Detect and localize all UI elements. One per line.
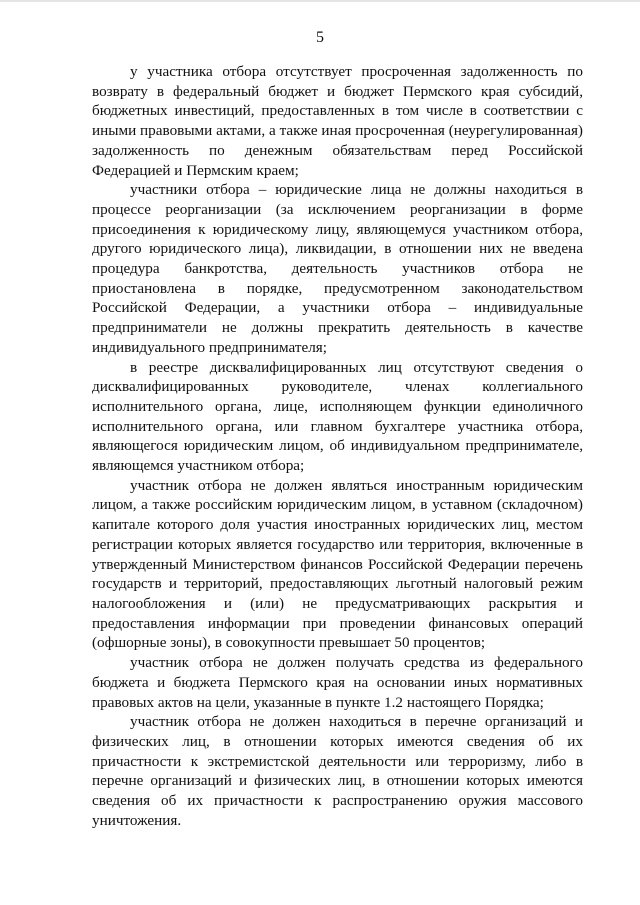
paragraph-reorganization: участники отбора – юридические лица не должны находиться в процессе реорганизации (за исключением реорганизации в форме присоединения к юридическому лицу, являющемуся участником отбора, другого юридического лица), ликвидации, в отношении них не введена процедура банкротства, деятельность участников отбора не приостановлена в порядке, предусмотренном законодательством Российской Федерации, а участники отбора – индивидуальные предприниматели не должны прекратить деятельность в качестве индивидуального предпринимателя; — [92, 181, 583, 356]
paragraph-other-funding: участник отбора не должен получать средства из федерального бюджета и бюджета Пермского края на основании иных нормативных правовых актов на цели, указанные в пункте 1.2 настоящего Порядка; — [92, 654, 583, 711]
page-top-edge — [0, 0, 640, 2]
paragraph-overdue-debt: у участника отбора отсутствует просроченная задолженность по возврату в федеральный бюджет и бюджет Пермского края субсидий, бюджетных инвестиций, предоставленных в том числе в соответствии с иными правовыми актами, а также иная просроченная (неурегулированная) задолженность по денежным обязательствам перед Российской Федерацией и Пермским краем; — [92, 63, 583, 179]
document-body — [92, 62, 583, 830]
paragraph-foreign-entity: участник отбора не должен являться иностранным юридическим лицом, а также российским юридическим лицом, в уставном (складочном) капитале которого доля участия иностранных юридических лиц, местом регистрации которых является государство или территория, включенные в утвержденный Министерством финансов Российской Федерации перечень государств и территорий, предоставляющих льготный налоговый режим налогообложения и (или) не предусматривающих раскрытия и предоставления информации при проведении финансовых операций (офшорные зоны), в совокупности превышает 50 процентов; — [92, 476, 583, 652]
paragraph-disqualified-persons: в реестре дисквалифицированных лиц отсутствуют сведения о дисквалифицированных руководителе, членах коллегиального исполнительного органа, лице, исполняющем функции единоличного исполнительного органа, или главном бухгалтере участника отбора, являющегося юридическим лицом, об индивидуальном предпринимателе, являющемся участником отбора; — [92, 358, 583, 475]
paragraph-extremism-list: участник отбора не должен находиться в перечне организаций и физических лиц, в отношении которых имеются сведения об их причастности к экстремистской деятельности или терроризму, либо в перечне организаций и физических лиц, в отношении которых имеются сведения об их причастности к распространению оружия массового уничтожения. — [92, 713, 583, 829]
page-number: 5 — [316, 29, 324, 46]
